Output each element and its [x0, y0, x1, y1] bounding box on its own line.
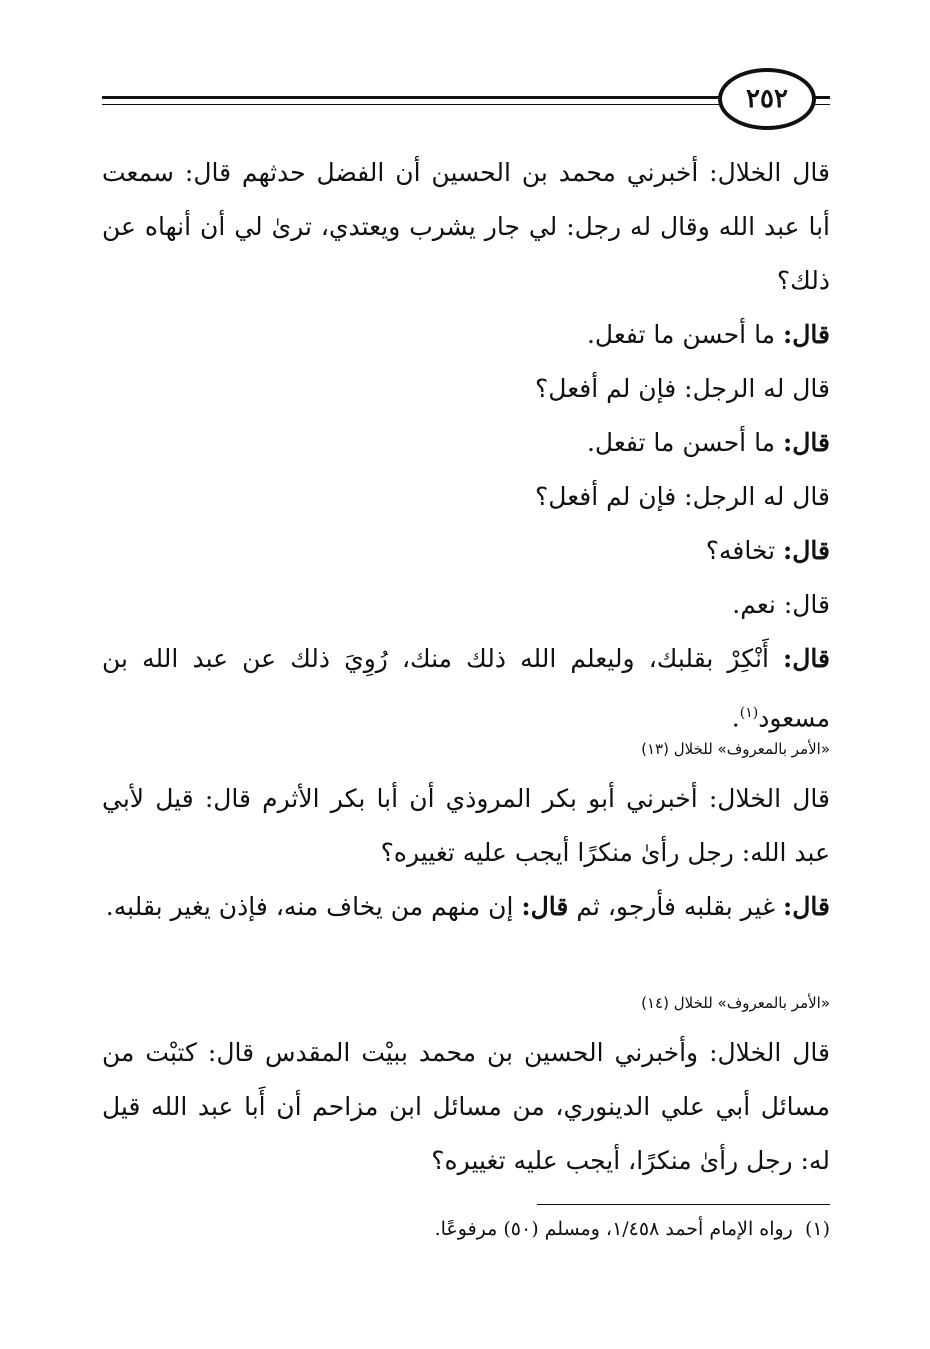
- page-number: ٢٥٢: [746, 84, 788, 114]
- paragraph-reply-2: [102, 416, 830, 470]
- paragraph-lead: قال:: [783, 428, 830, 457]
- paragraph-body: ما أحسن ما تفعل.: [586, 428, 784, 457]
- footnote-text: رواه الإمام أحمد ١/٤٥٨، ومسلم (٥٠) مرفوعًا.: [434, 1218, 793, 1240]
- footnote-number: (١): [804, 1218, 830, 1240]
- paragraph-lead: قال:: [783, 536, 830, 565]
- paragraph-body: قال له الرجل: فإن لم أفعل؟: [535, 374, 830, 403]
- paragraph-body: ما أحسن ما تفعل.: [586, 320, 784, 349]
- paragraph-reply-1: [102, 308, 830, 362]
- paragraph-khallal-2: [102, 772, 830, 880]
- paragraph-reply-3: [102, 524, 830, 578]
- paragraph-body: أَنْكِرْ بقلبك، وليعلم الله ذلك منك، رُوِيَ ذلك عن عبد الله بن مسعود: [102, 644, 830, 733]
- paragraph-body: قال الخلال: وأخبرني الحسين بن محمد ببيْت المقدس قال: كتبْت من مسائل أبي علي الدينوري، من مسائل ابن مزاحم أن أَبا عبد الله قيل له: رجل رأىٰ منكرًا، أيجب عليه تغييره؟: [102, 1038, 830, 1175]
- header-rule-left-thin: [102, 104, 720, 105]
- paragraph-body: قال الخلال: أخبرني محمد بن الحسين أن الفضل حدثهم قال: سمعت أبا عبد الله وقال له رجل: لي جار يشرب ويعتدي، ترىٰ لي أن أنهاه عن ذلك؟: [102, 158, 831, 295]
- paragraph-body: قال الخلال: أخبرني أبو بكر المروذي أن أبا بكر الأثرم قال: قيل لأبي عبد الله: رجل رأىٰ منكرًا أيجب عليه تغييره؟: [102, 784, 830, 867]
- paragraph-body: قال له الرجل: فإن لم أفعل؟: [535, 482, 830, 511]
- paragraph-question-1: [102, 362, 830, 416]
- paragraph-khallal-3: [102, 1026, 830, 1188]
- paragraph-body-2: إن منهم من يخاف منه، فإذن يغير بقلبه.: [105, 892, 522, 921]
- footnote-marker[interactable]: (١): [739, 705, 759, 721]
- paragraph-tail: .: [731, 703, 740, 733]
- paragraph-khallal-1: [102, 146, 830, 308]
- footnote: [102, 1218, 830, 1240]
- source-reference-14: «الأمر بالمعروف» للخلال (١٤): [641, 994, 830, 1012]
- source-reference-13: «الأمر بالمعروف» للخلال (١٣): [641, 740, 830, 758]
- page-number-badge: [718, 68, 816, 130]
- paragraph-question-2: [102, 470, 830, 524]
- footnote-separator: [537, 1204, 830, 1205]
- paragraph-lead-2: قال:: [521, 892, 569, 921]
- paragraph-lead: قال:: [783, 320, 830, 349]
- paragraph-lead: قال:: [783, 892, 830, 921]
- header-rule-right-thick: [814, 96, 830, 99]
- paragraph-body: قال: نعم.: [732, 590, 830, 619]
- header-rule-left-thick: [102, 96, 720, 99]
- paragraph-body: غير بقلبه فأرجو، ثم: [568, 892, 784, 921]
- paragraph-answer: [102, 578, 830, 632]
- paragraph-lead: قال:: [783, 644, 830, 673]
- header-rule-right-thin: [814, 104, 830, 105]
- paragraph-body: تخافه؟: [705, 536, 784, 565]
- paragraph-reply-4: [102, 632, 830, 745]
- paragraph-reply-5: [102, 880, 830, 934]
